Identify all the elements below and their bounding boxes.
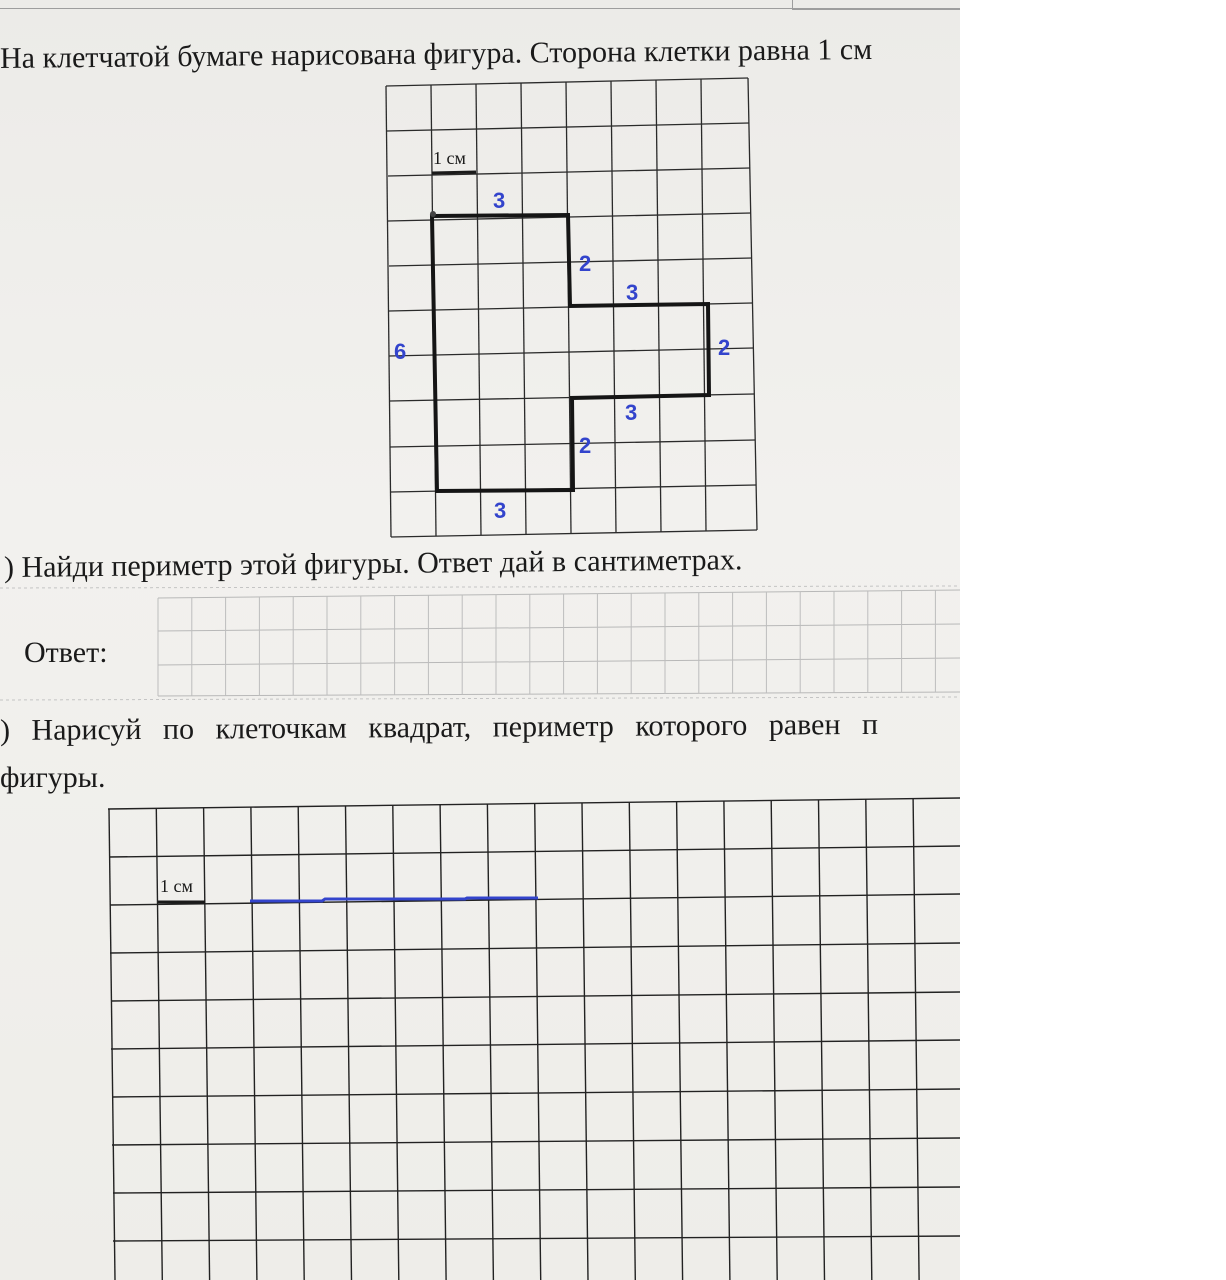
drawing-grid-line: [582, 803, 588, 1280]
drawing-grid-line: [629, 802, 635, 1280]
side-label-right: 2: [718, 335, 731, 360]
side-label-top: 3: [493, 188, 506, 213]
side-label-left: 6: [394, 339, 407, 364]
unit-label-grid1: 1 см: [433, 148, 466, 168]
task-statement: На клетчатой бумаге нарисована фигура. Сторона клетки равна 1 см: [0, 32, 873, 75]
drawing-grid-line: [251, 807, 257, 1280]
drawing-grid-line: [109, 809, 115, 1280]
drawing-grid-line: [819, 800, 825, 1280]
drawing-grid-line: [677, 802, 683, 1280]
answer-label: Ответ:: [24, 636, 108, 669]
side-label-lower-step: 3: [625, 400, 638, 425]
answer-grid-columns: [158, 590, 935, 696]
drawing-grid-columns: [109, 799, 919, 1280]
drawing-grid-line: [393, 805, 399, 1280]
answer-grid: [0, 586, 960, 700]
unit-label-grid2: 1 см: [160, 876, 193, 896]
question-2-line-1: ) Нарисуй по клеточкам квадрат, периметр которого равен п: [0, 707, 879, 747]
drawing-grid-line: [535, 804, 541, 1280]
drawing-grid: [108, 798, 960, 1241]
drawing-grid-line: [346, 806, 352, 1280]
side-label-bottom: 3: [494, 498, 507, 523]
pen-dot: [430, 211, 436, 217]
drawing-grid-line: [913, 799, 919, 1280]
drawing-grid-line: [440, 805, 446, 1280]
drawing-grid-line: [487, 804, 493, 1280]
drawing-grid-line: [298, 807, 304, 1280]
drawing-grid-line: [204, 808, 210, 1280]
drawing-grid-line: [866, 799, 872, 1280]
question-1: ) Найди периметр этой фигуры. Ответ дай в сантиметрах.: [3, 543, 743, 584]
side-label-upper-right-vertical: 2: [579, 251, 592, 276]
drawing-grid-line: [771, 801, 777, 1280]
side-label-upper-step: 3: [626, 280, 639, 305]
question-2-line-2: фигуры.: [0, 761, 106, 794]
drawing-grid-line: [724, 801, 730, 1280]
unit-segment-grid1: [432, 172, 476, 173]
side-label-lower-right-vertical: 2: [579, 433, 592, 458]
